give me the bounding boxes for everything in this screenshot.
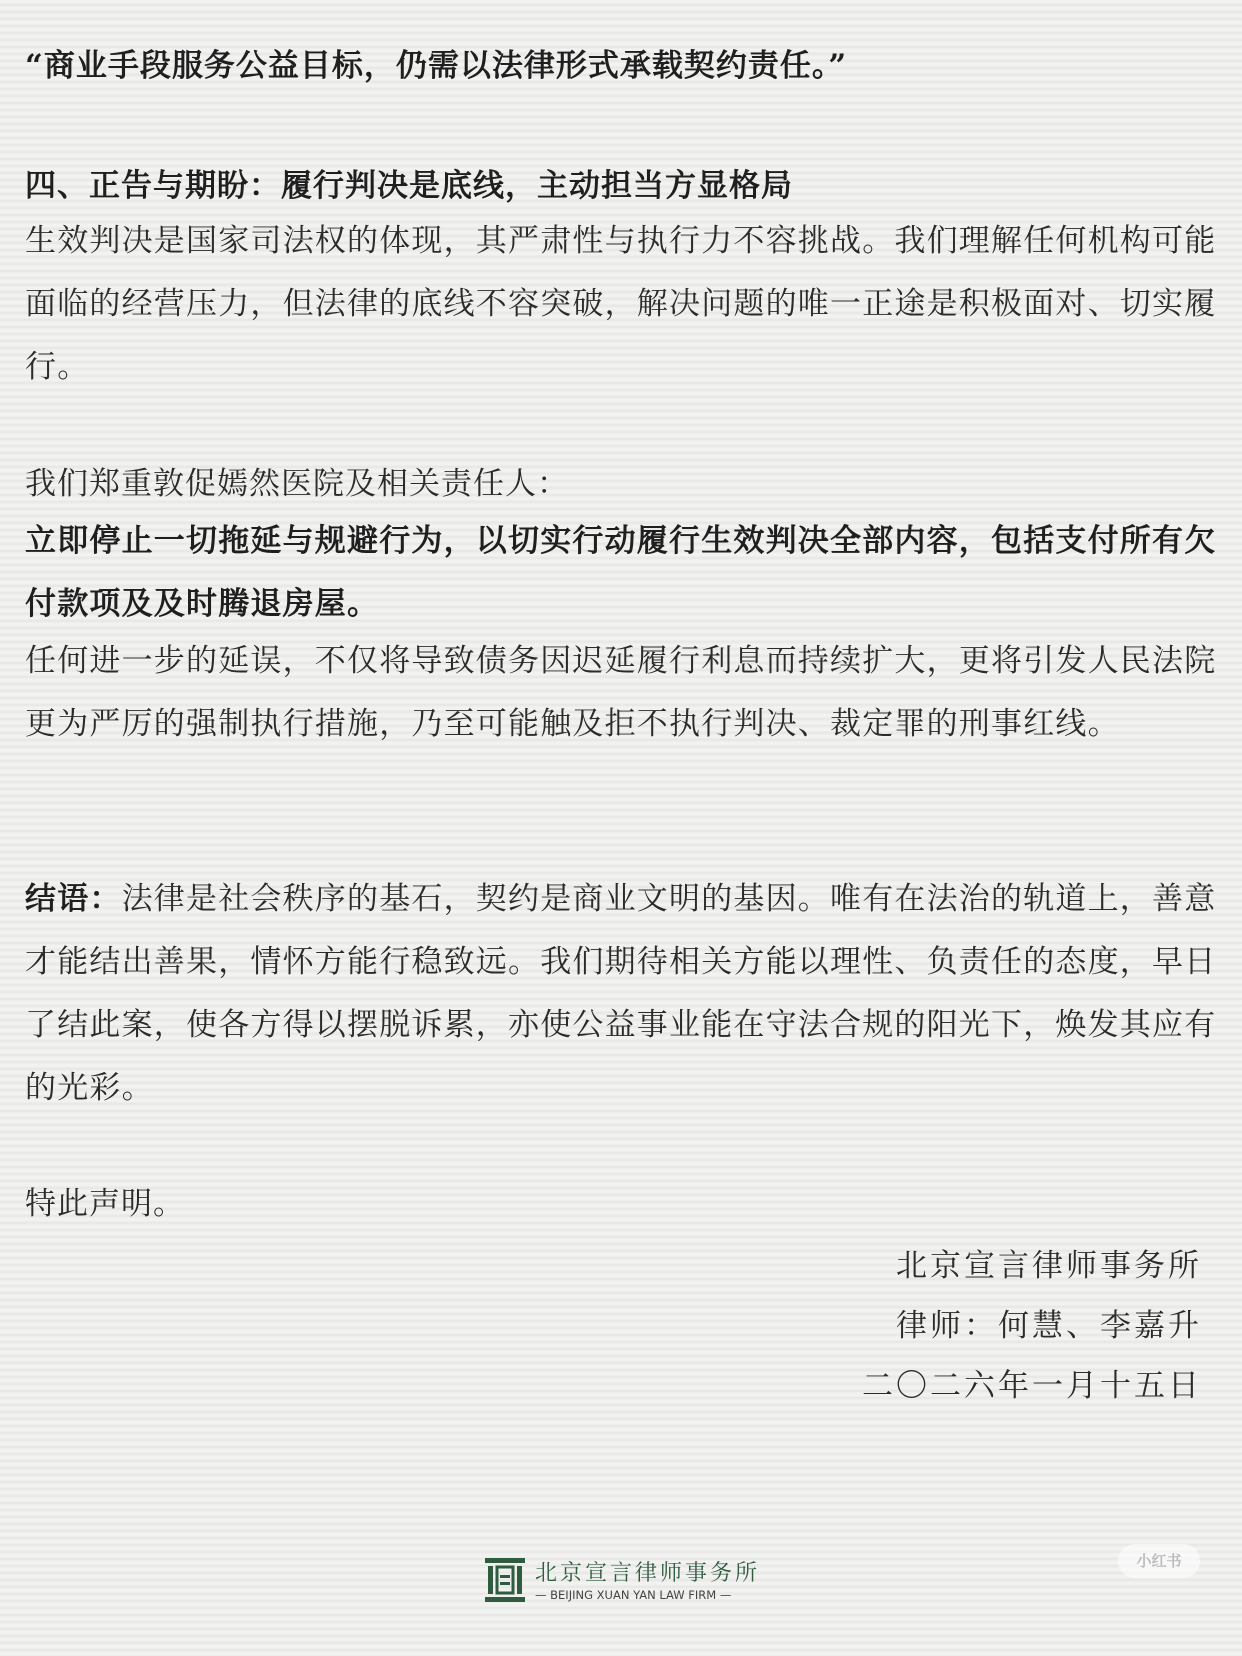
conclusion-paragraph: [25, 868, 1225, 1120]
intro-quote: “商业手段服务公益目标，仍需以法律形式承载契约责任。”: [25, 48, 848, 84]
section-heading: 四、正告与期盼：履行判决是底线，主动担当方显格局: [25, 168, 793, 204]
law-firm-logo-icon: [485, 1558, 525, 1602]
signature-date: 二〇二六年一月十五日: [862, 1368, 1202, 1404]
signature-firm: 北京宣言律师事务所: [896, 1248, 1202, 1284]
urge-demand: 立即停止一切拖延与规避行为，以切实行动履行生效判决全部内容，包括支付所有欠付款项及及时腾退房屋。: [25, 523, 1217, 622]
urge-lead: 我们郑重敦促嫣然医院及相关责任人：: [25, 466, 569, 502]
conclusion-body: 法律是社会秩序的基石，契约是商业文明的基因。唯有在法治的轨道上，善意才能结出善果，情怀方能行稳致远。我们期待相关方能以理性、负责任的态度，早日了结此案，使各方得以摆脱诉累，亦使公益事业能在守法合规的阳光下，焕发其应有的光彩。: [25, 881, 1217, 1106]
section-body: 生效判决是国家司法权的体现，其严肃性与执行力不容挑战。我们理解任何机构可能面临的经营压力，但法律的底线不容突破，解决问题的唯一正途是积极面对、切实履行。: [25, 223, 1217, 385]
footer-logo-block: [485, 1556, 765, 1606]
conclusion-label: 结语：: [25, 881, 122, 917]
closing-statement: 特此声明。: [25, 1186, 185, 1222]
signature-lawyers: 律师：何慧、李嘉升: [896, 1308, 1202, 1344]
footer-firm-name: 北京宣言律师事务所: [535, 1561, 761, 1586]
footer-firm-english: — BEIJING XUAN YAN LAW FIRM —: [535, 1588, 732, 1602]
platform-watermark: 小红书: [1118, 1544, 1200, 1578]
urge-body: 任何进一步的延误，不仅将导致债务因迟延履行利息而持续扩大，更将引发人民法院更为严厉的强制执行措施，乃至可能触及拒不执行判决、裁定罪的刑事红线。: [25, 643, 1217, 742]
